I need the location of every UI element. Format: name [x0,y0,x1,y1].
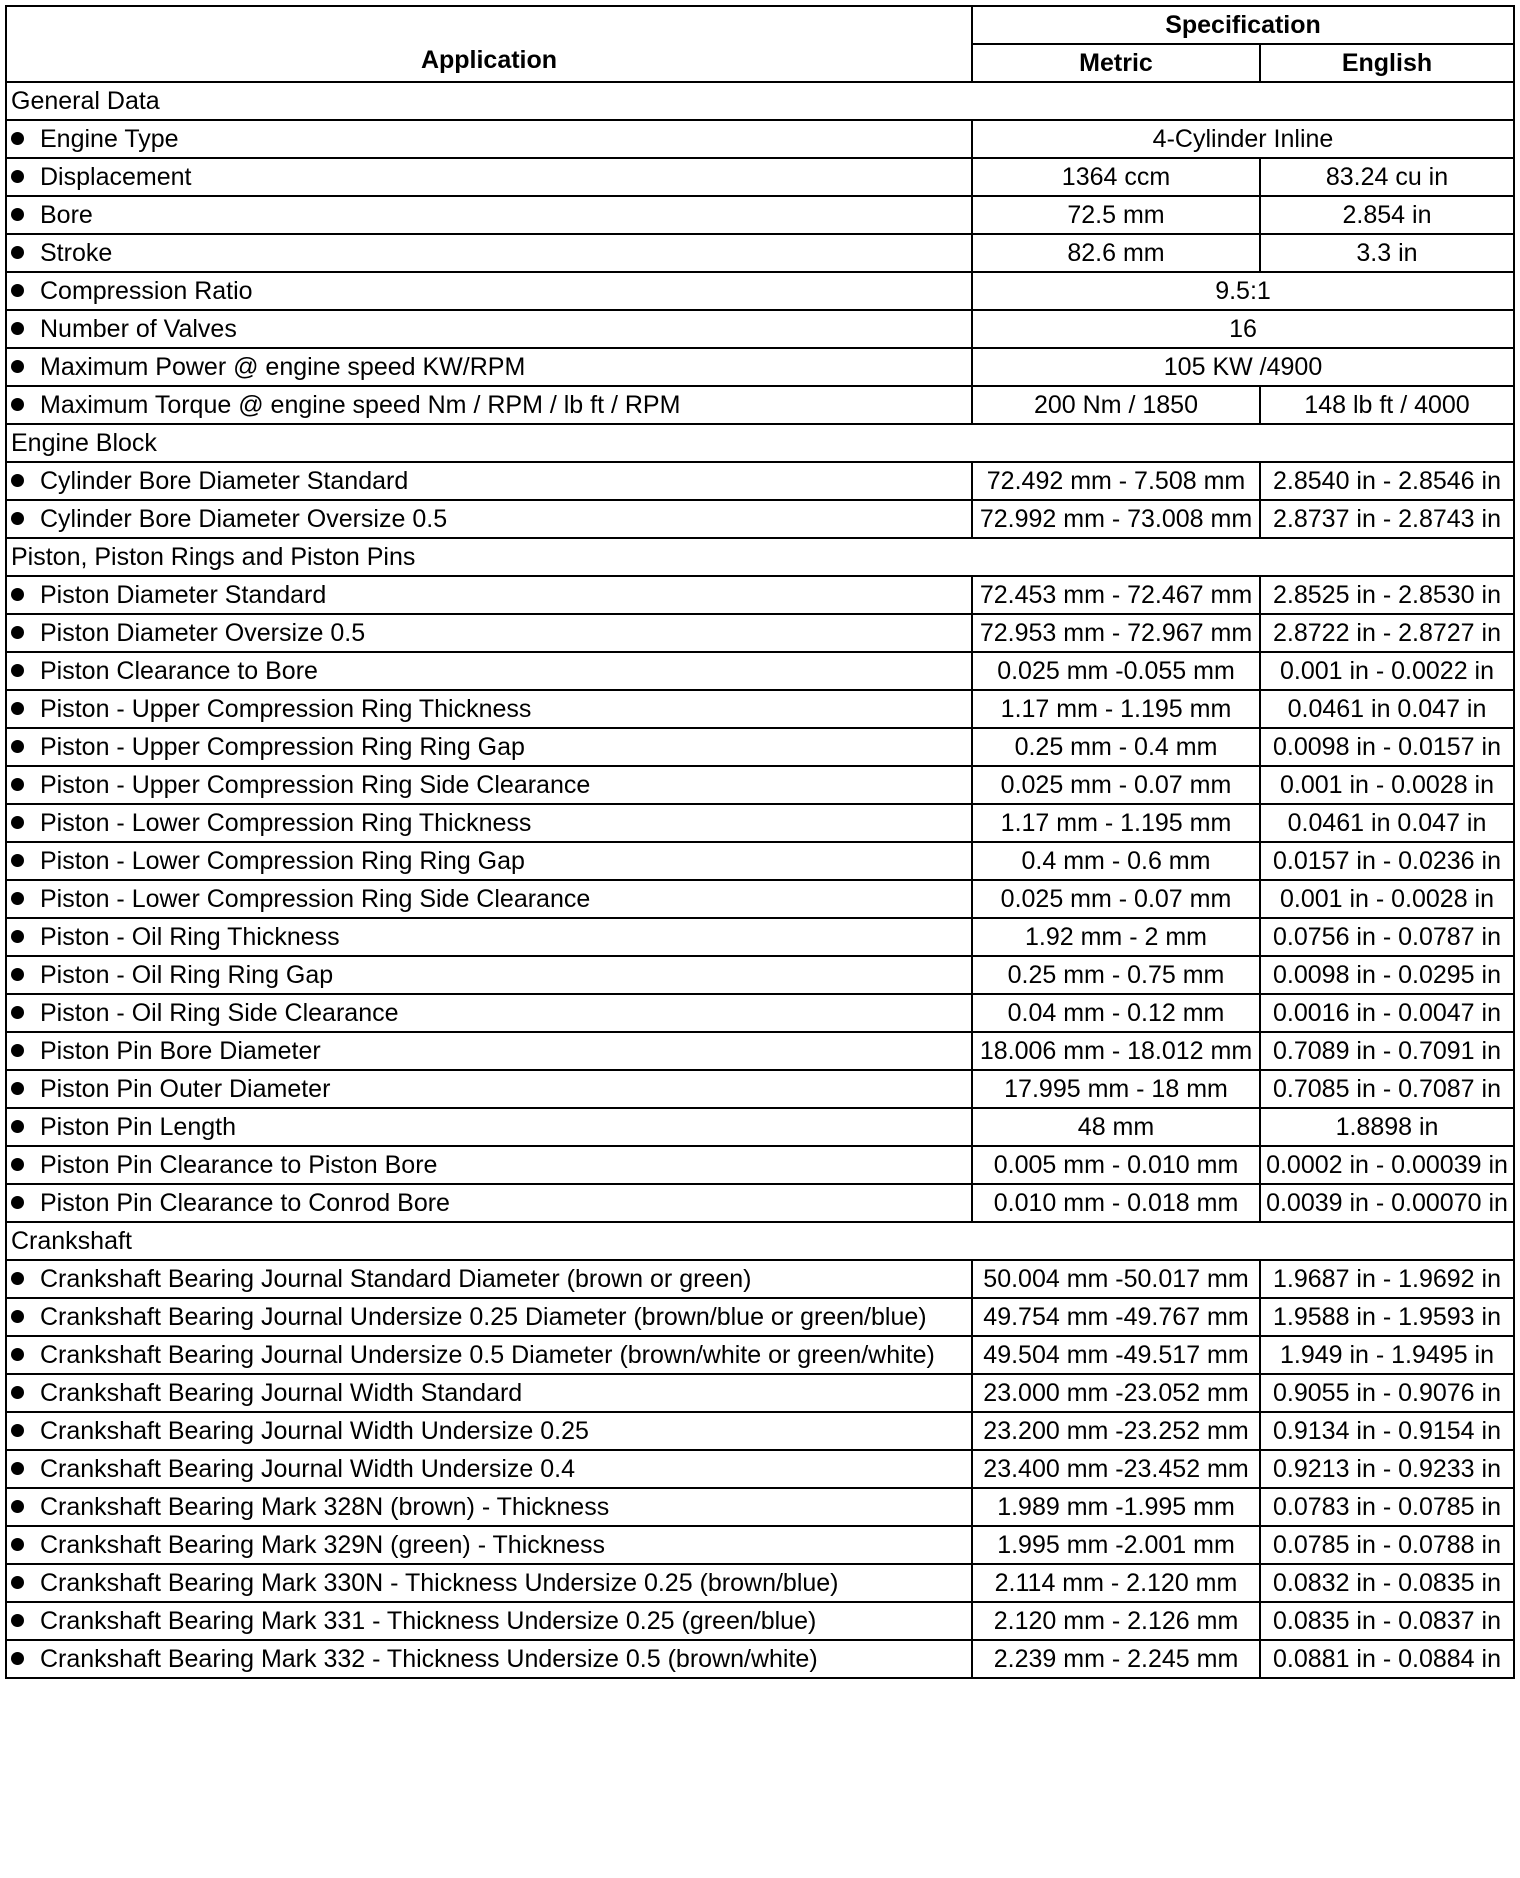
english-value-cell: 1.8898 in [1260,1108,1514,1146]
table-row [6,614,1514,652]
application-cell [6,348,972,386]
bullet-icon [11,246,24,259]
table-row [6,1564,1514,1602]
application-cell [6,652,972,690]
application-label: Cylinder Bore Diameter Standard [40,466,409,495]
metric-value-cell: 82.6 mm [972,234,1260,272]
metric-value-cell: 23.400 mm -23.452 mm [972,1450,1260,1488]
application-label: Compression Ratio [40,276,253,305]
bullet-icon [11,1424,24,1437]
bullet-icon [11,284,24,297]
application-label: Engine Type [40,124,179,153]
application-label: Number of Valves [40,314,237,343]
table-row [6,1108,1514,1146]
application-header: Application [6,6,972,82]
application-cell [6,500,972,538]
application-cell [6,842,972,880]
application-cell [6,196,972,234]
table-row [6,1602,1514,1640]
bullet-icon [11,740,24,753]
table-row [6,158,1514,196]
application-cell [6,386,972,424]
application-label: Crankshaft Bearing Mark 328N (brown) - Thickness [40,1492,610,1521]
application-cell [6,766,972,804]
bullet-icon [11,664,24,677]
metric-value-cell: 0.005 mm - 0.010 mm [972,1146,1260,1184]
application-cell [6,728,972,766]
application-cell [6,1336,972,1374]
application-cell [6,1564,972,1602]
metric-value-cell: 1.92 mm - 2 mm [972,918,1260,956]
english-value-cell: 0.0098 in - 0.0157 in [1260,728,1514,766]
application-cell [6,1640,972,1678]
metric-value-cell: 1.17 mm - 1.195 mm [972,690,1260,728]
table-row [6,196,1514,234]
english-value-cell: 1.949 in - 1.9495 in [1260,1336,1514,1374]
table-row [6,272,1514,310]
application-label: Bore [40,200,93,229]
bullet-icon [11,588,24,601]
application-label: Piston Pin Outer Diameter [40,1074,331,1103]
application-label: Piston - Lower Compression Ring Ring Gap [40,846,525,875]
application-cell [6,1602,972,1640]
application-label: Piston - Upper Compression Ring Ring Gap [40,732,525,761]
application-label: Crankshaft Bearing Journal Undersize 0.5 Diameter (brown/white or green/white) [40,1340,935,1369]
application-label: Piston - Lower Compression Ring Thickness [40,808,532,837]
application-label: Piston Diameter Standard [40,580,327,609]
bullet-icon [11,474,24,487]
metric-value-cell: 72.5 mm [972,196,1260,234]
metric-value-cell: 2.239 mm - 2.245 mm [972,1640,1260,1678]
english-header: English [1260,44,1514,82]
table-row [6,1450,1514,1488]
bullet-icon [11,1462,24,1475]
bullet-icon [11,1500,24,1513]
english-value-cell: 0.0016 in - 0.0047 in [1260,994,1514,1032]
bullet-icon [11,1196,24,1209]
application-cell [6,462,972,500]
metric-value-cell: 17.995 mm - 18 mm [972,1070,1260,1108]
application-cell [6,310,972,348]
english-value-cell: 0.0756 in - 0.0787 in [1260,918,1514,956]
table-row [6,500,1514,538]
application-cell [6,1298,972,1336]
english-value-cell: 148 lb ft / 4000 [1260,386,1514,424]
english-value-cell: 0.001 in - 0.0022 in [1260,652,1514,690]
bullet-icon [11,208,24,221]
metric-value-cell: 0.025 mm -0.055 mm [972,652,1260,690]
application-cell [6,120,972,158]
application-label: Crankshaft Bearing Journal Undersize 0.25 Diameter (brown/blue or green/blue) [40,1302,927,1331]
metric-value-cell: 72.453 mm - 72.467 mm [972,576,1260,614]
application-cell [6,690,972,728]
application-cell [6,1184,972,1222]
section-title: Piston, Piston Rings and Piston Pins [6,538,1514,576]
combined-value-cell: 4-Cylinder Inline [972,120,1514,158]
table-row [6,956,1514,994]
table-row [6,766,1514,804]
table-row [6,880,1514,918]
application-label: Crankshaft Bearing Mark 330N - Thickness Undersize 0.25 (brown/blue) [40,1568,839,1597]
application-cell [6,1374,972,1412]
application-cell [6,1108,972,1146]
bullet-icon [11,1652,24,1665]
application-label: Maximum Power @ engine speed KW/RPM [40,352,526,381]
english-value-cell: 2.8722 in - 2.8727 in [1260,614,1514,652]
english-value-cell: 0.001 in - 0.0028 in [1260,880,1514,918]
application-label: Piston Pin Bore Diameter [40,1036,321,1065]
application-label: Crankshaft Bearing Journal Width Undersize 0.25 [40,1416,589,1445]
application-cell [6,1260,972,1298]
application-cell [6,234,972,272]
section-title: Engine Block [6,424,1514,462]
bullet-icon [11,1310,24,1323]
english-value-cell: 0.0832 in - 0.0835 in [1260,1564,1514,1602]
application-label: Piston - Oil Ring Side Clearance [40,998,399,1027]
metric-value-cell: 0.25 mm - 0.4 mm [972,728,1260,766]
english-value-cell: 1.9588 in - 1.9593 in [1260,1298,1514,1336]
section-title: Crankshaft [6,1222,1514,1260]
bullet-icon [11,930,24,943]
english-value-cell: 0.0002 in - 0.00039 in [1260,1146,1514,1184]
table-row [6,1298,1514,1336]
application-label: Piston Pin Clearance to Piston Bore [40,1150,438,1179]
application-label: Piston - Oil Ring Thickness [40,922,340,951]
table-row [6,576,1514,614]
table-row [6,348,1514,386]
section-row [6,1222,1514,1260]
application-label: Maximum Torque @ engine speed Nm / RPM / lb ft / RPM [40,390,681,419]
metric-value-cell: 23.000 mm -23.052 mm [972,1374,1260,1412]
application-label: Crankshaft Bearing Journal Width Undersize 0.4 [40,1454,575,1483]
application-label: Piston Pin Length [40,1112,236,1141]
bullet-icon [11,1538,24,1551]
bullet-icon [11,778,24,791]
metric-value-cell: 0.04 mm - 0.12 mm [972,994,1260,1032]
bullet-icon [11,1386,24,1399]
metric-value-cell: 0.4 mm - 0.6 mm [972,842,1260,880]
metric-value-cell: 1.995 mm -2.001 mm [972,1526,1260,1564]
application-cell [6,1146,972,1184]
table-row [6,1032,1514,1070]
table-row [6,310,1514,348]
table-header [6,6,1514,82]
application-cell [6,804,972,842]
english-value-cell: 0.0785 in - 0.0788 in [1260,1526,1514,1564]
metric-value-cell: 0.025 mm - 0.07 mm [972,880,1260,918]
combined-value-cell: 16 [972,310,1514,348]
english-value-cell: 0.7089 in - 0.7091 in [1260,1032,1514,1070]
spec-table [5,5,1515,1679]
application-label: Piston Diameter Oversize 0.5 [40,618,366,647]
english-value-cell: 0.0461 in 0.047 in [1260,690,1514,728]
table-row [6,1260,1514,1298]
metric-value-cell: 72.953 mm - 72.967 mm [972,614,1260,652]
application-cell [6,994,972,1032]
english-value-cell: 83.24 cu in [1260,158,1514,196]
bullet-icon [11,360,24,373]
table-row [6,918,1514,956]
application-cell [6,1412,972,1450]
table-row [6,1184,1514,1222]
english-value-cell: 0.001 in - 0.0028 in [1260,766,1514,804]
bullet-icon [11,1348,24,1361]
table-row [6,1526,1514,1564]
section-row [6,82,1514,120]
bullet-icon [11,702,24,715]
metric-value-cell: 0.025 mm - 0.07 mm [972,766,1260,804]
table-row [6,1412,1514,1450]
application-cell [6,1450,972,1488]
bullet-icon [11,1006,24,1019]
metric-value-cell: 2.114 mm - 2.120 mm [972,1564,1260,1602]
table-row [6,1146,1514,1184]
metric-value-cell: 1364 ccm [972,158,1260,196]
application-label: Displacement [40,162,192,191]
section-title: General Data [6,82,1514,120]
bullet-icon [11,170,24,183]
application-label: Piston - Oil Ring Ring Gap [40,960,334,989]
combined-value-cell: 9.5:1 [972,272,1514,310]
section-row [6,538,1514,576]
application-cell [6,880,972,918]
table-row [6,728,1514,766]
table-row [6,1488,1514,1526]
table-row [6,842,1514,880]
english-value-cell: 3.3 in [1260,234,1514,272]
table-row [6,994,1514,1032]
application-label: Piston Clearance to Bore [40,656,318,685]
application-cell [6,1526,972,1564]
bullet-icon [11,1158,24,1171]
metric-value-cell: 18.006 mm - 18.012 mm [972,1032,1260,1070]
table-row [6,1070,1514,1108]
english-value-cell: 0.0157 in - 0.0236 in [1260,842,1514,880]
table-row [6,120,1514,158]
application-label: Piston - Upper Compression Ring Side Clearance [40,770,591,799]
english-value-cell: 0.0461 in 0.047 in [1260,804,1514,842]
metric-value-cell: 23.200 mm -23.252 mm [972,1412,1260,1450]
metric-value-cell: 50.004 mm -50.017 mm [972,1260,1260,1298]
english-value-cell: 1.9687 in - 1.9692 in [1260,1260,1514,1298]
table-row [6,804,1514,842]
bullet-icon [11,1272,24,1285]
application-cell [6,1032,972,1070]
application-cell [6,956,972,994]
header-row-1 [6,6,1514,44]
metric-value-cell: 48 mm [972,1108,1260,1146]
bullet-icon [11,1082,24,1095]
application-cell [6,272,972,310]
table-row [6,1374,1514,1412]
metric-header: Metric [972,44,1260,82]
application-label: Crankshaft Bearing Journal Width Standard [40,1378,523,1407]
application-cell [6,576,972,614]
english-value-cell: 2.8737 in - 2.8743 in [1260,500,1514,538]
metric-value-cell: 1.989 mm -1.995 mm [972,1488,1260,1526]
table-row [6,1336,1514,1374]
metric-value-cell: 0.010 mm - 0.018 mm [972,1184,1260,1222]
bullet-icon [11,322,24,335]
english-value-cell: 0.9134 in - 0.9154 in [1260,1412,1514,1450]
bullet-icon [11,512,24,525]
application-label: Crankshaft Bearing Mark 331 - Thickness Undersize 0.25 (green/blue) [40,1606,817,1635]
table-row [6,690,1514,728]
english-value-cell: 2.8525 in - 2.8530 in [1260,576,1514,614]
table-row [6,386,1514,424]
application-label: Piston - Lower Compression Ring Side Clearance [40,884,591,913]
english-value-cell: 0.0881 in - 0.0884 in [1260,1640,1514,1678]
english-value-cell: 0.7085 in - 0.7087 in [1260,1070,1514,1108]
table-row [6,234,1514,272]
metric-value-cell: 2.120 mm - 2.126 mm [972,1602,1260,1640]
bullet-icon [11,626,24,639]
section-row [6,424,1514,462]
bullet-icon [11,398,24,411]
bullet-icon [11,132,24,145]
application-cell [6,918,972,956]
application-label: Crankshaft Bearing Journal Standard Diameter (brown or green) [40,1264,752,1293]
metric-value-cell: 49.754 mm -49.767 mm [972,1298,1260,1336]
bullet-icon [11,1576,24,1589]
english-value-cell: 0.9055 in - 0.9076 in [1260,1374,1514,1412]
application-label: Piston - Upper Compression Ring Thickness [40,694,532,723]
application-label: Cylinder Bore Diameter Oversize 0.5 [40,504,448,533]
application-cell [6,1488,972,1526]
table-row [6,652,1514,690]
english-value-cell: 2.8540 in - 2.8546 in [1260,462,1514,500]
table-body [6,82,1514,1678]
application-label: Crankshaft Bearing Mark 332 - Thickness Undersize 0.5 (brown/white) [40,1644,818,1673]
application-cell [6,614,972,652]
english-value-cell: 0.9213 in - 0.9233 in [1260,1450,1514,1488]
english-value-cell: 0.0783 in - 0.0785 in [1260,1488,1514,1526]
english-value-cell: 0.0039 in - 0.00070 in [1260,1184,1514,1222]
metric-value-cell: 1.17 mm - 1.195 mm [972,804,1260,842]
bullet-icon [11,1614,24,1627]
bullet-icon [11,892,24,905]
table-row [6,462,1514,500]
english-value-cell: 0.0098 in - 0.0295 in [1260,956,1514,994]
bullet-icon [11,854,24,867]
application-label: Piston Pin Clearance to Conrod Bore [40,1188,450,1217]
application-cell [6,158,972,196]
table-row [6,1640,1514,1678]
combined-value-cell: 105 KW /4900 [972,348,1514,386]
specification-header: Specification [972,6,1514,44]
application-cell [6,1070,972,1108]
metric-value-cell: 72.492 mm - 7.508 mm [972,462,1260,500]
bullet-icon [11,1120,24,1133]
english-value-cell: 2.854 in [1260,196,1514,234]
metric-value-cell: 49.504 mm -49.517 mm [972,1336,1260,1374]
application-label: Stroke [40,238,113,267]
metric-value-cell: 72.992 mm - 73.008 mm [972,500,1260,538]
english-value-cell: 0.0835 in - 0.0837 in [1260,1602,1514,1640]
bullet-icon [11,816,24,829]
metric-value-cell: 0.25 mm - 0.75 mm [972,956,1260,994]
bullet-icon [11,968,24,981]
bullet-icon [11,1044,24,1057]
application-label: Crankshaft Bearing Mark 329N (green) - Thickness [40,1530,606,1559]
metric-value-cell: 200 Nm / 1850 [972,386,1260,424]
